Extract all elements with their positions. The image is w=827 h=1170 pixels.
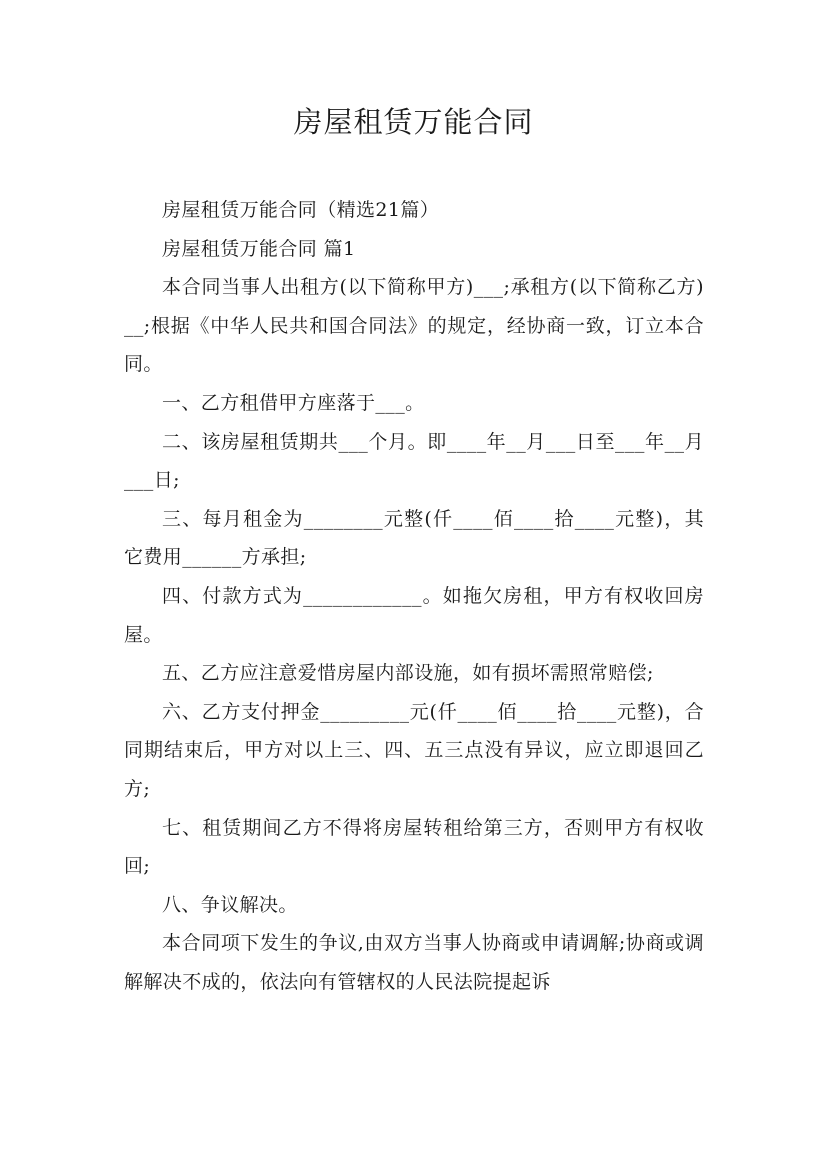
paragraph-clause-5: 五、乙方应注意爱惜房屋内部设施，如有损坏需照常赔偿;	[162, 662, 654, 685]
paragraph-parties: 本合同当事人出租方(以下简称甲方)___;承租方(以下简称乙方)__;根据《中华人民共和国合同法》的规定，经协商一致，订立本合同。	[124, 276, 704, 376]
paragraph-subtitle: 房屋租赁万能合同（精选21篇）	[162, 199, 440, 221]
paragraph-clause-4: 四、付款方式为____________。如拖欠房租，甲方有权收回房屋。	[124, 584, 704, 646]
paragraph-clause-1: 一、乙方租借甲方座落于___。	[162, 391, 425, 414]
document-body	[124, 191, 704, 1001]
paragraph-clause-3: 三、每月租金为________元整(仟____佰____拾____元整)，其它费用______方承担;	[124, 507, 704, 569]
paragraph-clause-8: 八、争议解决。	[162, 893, 298, 916]
paragraph-clause-7: 七、租赁期间乙方不得将房屋转租给第三方，否则甲方有权收回;	[124, 816, 704, 878]
paragraph-clause-6: 六、乙方支付押金_________元(仟____佰____拾____元整)，合同期结束后，甲方对以上三、四、五三点没有异议，应立即退回乙方;	[124, 700, 704, 800]
paragraph-clause-2: 二、该房屋租赁期共___个月。即____年__月___日至___年__月___日;	[124, 430, 704, 492]
paragraph-section-heading: 房屋租赁万能合同 篇1	[162, 237, 356, 260]
paragraph-dispute: 本合同项下发生的争议,由双方当事人协商或申请调解;协商或调解解决不成的，依法向有管辖权的人民法院提起诉	[124, 932, 704, 993]
document-title: 房屋租赁万能合同	[293, 105, 534, 139]
